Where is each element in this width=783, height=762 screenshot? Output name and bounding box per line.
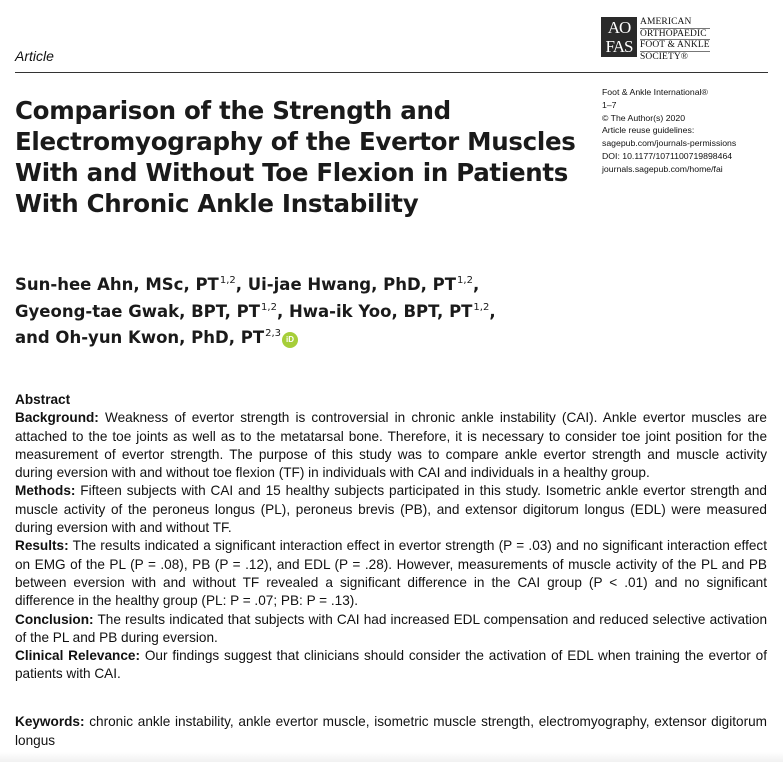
keywords	[15, 712, 767, 750]
abstract-background: Background: Weakness of evertor strength is controversial in chronic ankle instability (CAI). Ankle evertor muscles are attached to the toe joints as well as to the metatarsal bone. Therefore, it is necessary to consider toe joint position for the measurement of evertor strength. The purpose of this study was to compare ankle evertor strength and muscle activity during eversion with and without toe flexion (TF) in individuals with CAI and individuals in a healthy group.	[15, 410, 767, 481]
author: Gyeong-tae Gwak, BPT, PT$^{1,2}$,	[15, 301, 289, 321]
author-list	[15, 270, 575, 350]
author: and Oh-yun Kwon, PhD, PT$^{2,3}$	[15, 328, 281, 347]
abstract-results: Results: The results indicated a significant interaction effect in evertor strength (P = .03) and no significant interaction effect on EMG of the PL (P = .08), PB (P = .12), and EDL (P = .28). However, measurements of muscle activity of the PL and PB between eversion with and without TF revealed a significant difference in the CAI group (P < .01) and no significant difference in the healthy group (PL: P = .07; PB: P = .13).	[15, 538, 768, 609]
journal-info	[602, 86, 736, 176]
author: Ui-jae Hwang, PhD, PT$^{1,2}$,	[247, 275, 480, 294]
page-bottom-edge	[0, 752, 783, 762]
abstract-clinical-relevance: Clinical Relevance: Our findings suggest that clinicians should consider the activation of EDL when training the evertor of patients with CAI.	[15, 648, 767, 682]
abstract-heading: Abstract	[15, 392, 71, 407]
author: Sun-hee Ahn, MSc, PT$^{1,2}$,	[15, 275, 248, 294]
journal-name: Foot & Ankle International®	[602, 87, 708, 97]
reuse-guidelines-label: Article reuse guidelines:	[602, 125, 695, 136]
header-divider	[15, 72, 768, 73]
orcid-icon[interactable]: iD	[282, 332, 298, 348]
article-title: Comparison of the Strength and Electromyography of the Evertor Muscles With and Without Toe Flexion in Patients With Chronic Ankle Instability	[15, 96, 576, 218]
abstract-methods: Methods: Fifteen subjects with CAI and 15 healthy subjects participated in this study. Isometric ankle evertor strength and muscle activity of the peroneus longus (PL), peroneus brevis (PB), and extensor digitorum longus (EDL) were measured during eversion with and without TF.	[15, 483, 767, 536]
keywords-text: chronic ankle instability, ankle evertor muscle, isometric muscle strength, electromyography, extensor digitorum longus	[15, 714, 768, 748]
author: Hwa-ik Yoo, BPT, PT$^{1,2}$,	[288, 301, 496, 321]
permissions-link[interactable]: sagepub.com/journals-permissions	[602, 138, 737, 149]
journal-homepage-link[interactable]: journals.sagepub.com/home/fai	[602, 163, 723, 174]
keywords-label: Keywords:	[15, 714, 85, 729]
page-range: 1–7	[602, 99, 617, 110]
article-type-label: Article	[15, 48, 54, 64]
aofas-logo-mark: AO FAS	[601, 17, 637, 57]
aofas-logo-text: AMERICAN ORTHOPAEDIC FOOT & ANKLE SOCIETY®	[640, 17, 710, 62]
abstract	[15, 391, 767, 684]
copyright: © The Author(s) 2020	[602, 112, 686, 123]
abstract-conclusion: Conclusion: The results indicated that subjects with CAI had increased EDL compensation and reduced selective activation of the PL and PB during eversion.	[15, 611, 768, 645]
doi[interactable]: DOI: 10.1177/1071100719898464	[602, 150, 733, 161]
aofas-logo	[601, 17, 710, 62]
